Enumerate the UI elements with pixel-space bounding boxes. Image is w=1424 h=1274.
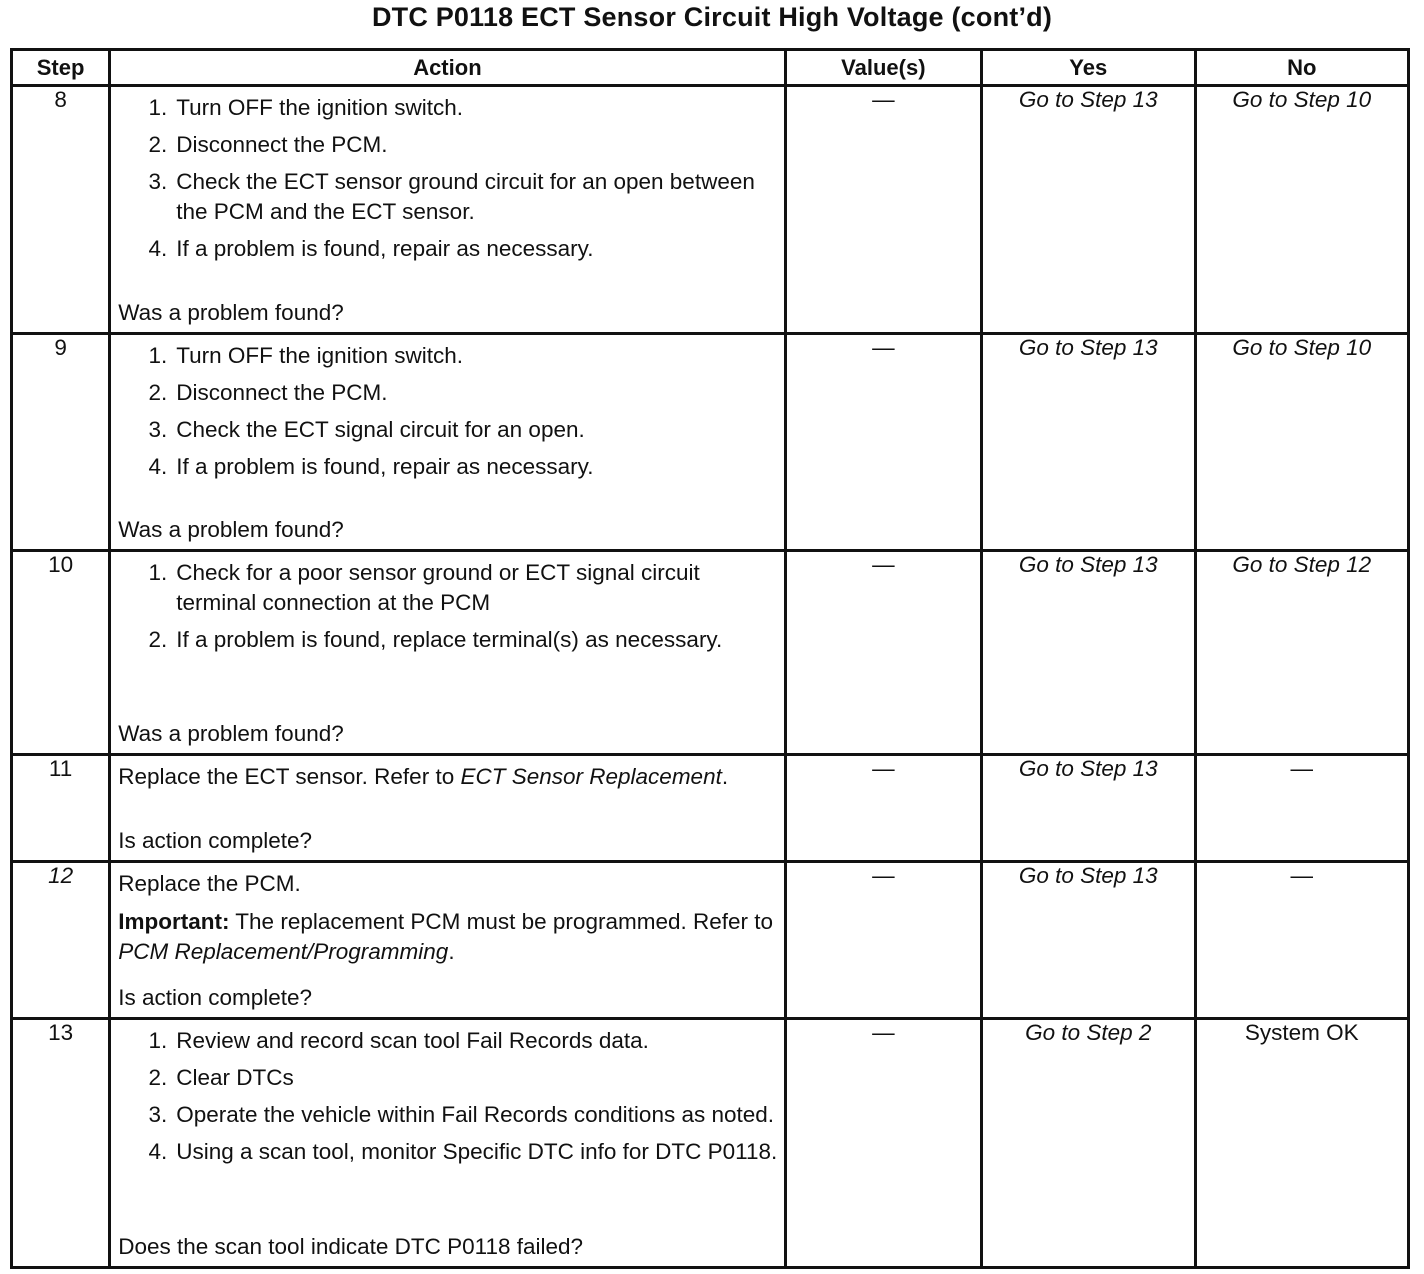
step-number: 13 (12, 1019, 110, 1268)
manual-reference-link[interactable]: ECT Sensor Replacement (460, 764, 722, 789)
list-item: 4. If a problem is found, repair as necessary. (148, 454, 594, 479)
action-cell (110, 1019, 785, 1268)
action-text: Replace the PCM. (118, 871, 301, 896)
list-item: 1. Turn OFF the ignition switch. (148, 95, 463, 120)
table-row (12, 755, 1409, 862)
action-cell (110, 86, 785, 334)
table-row (12, 334, 1409, 551)
table-row (12, 551, 1409, 755)
list-item: 1. Review and record scan tool Fail Records data. (148, 1028, 649, 1053)
action-text: Replace the ECT sensor. Refer to ECT Sensor Replacement. (118, 764, 729, 789)
yes-link[interactable]: Go to Step 13 (982, 86, 1195, 334)
value-cell: — (785, 86, 981, 334)
question-text: Was a problem found? (118, 721, 344, 746)
list-item: 2. If a problem is found, replace terminal(s) as necessary. (148, 627, 723, 652)
list-item: 1. Turn OFF the ignition switch. (148, 343, 463, 368)
header-no: No (1195, 50, 1409, 86)
step-number: 8 (12, 86, 110, 334)
list-item: 2. Disconnect the PCM. (148, 380, 388, 405)
list-item: 2. Disconnect the PCM. (148, 132, 388, 157)
no-result: System OK (1195, 1019, 1409, 1268)
action-cell (110, 334, 785, 551)
value-cell: — (785, 334, 981, 551)
yes-link[interactable]: Go to Step 13 (982, 755, 1195, 862)
no-link[interactable]: Go to Step 10 (1195, 334, 1409, 551)
list-item: 3. Check the ECT sensor ground circuit for an open between the PCM and the ECT sensor. (148, 169, 755, 224)
action-cell (110, 551, 785, 755)
list-item: 4. Using a scan tool, monitor Specific DTC info for DTC P0118. (148, 1139, 778, 1164)
manual-reference-link[interactable]: PCM Replacement/Programming (118, 939, 449, 964)
page-title: DTC P0118 ECT Sensor Circuit High Voltage (cont’d) (371, 2, 1053, 32)
header-values: Value(s) (785, 50, 981, 86)
action-cell (110, 755, 785, 862)
list-item: 4. If a problem is found, repair as necessary. (148, 236, 594, 261)
question-text: Does the scan tool indicate DTC P0118 failed? (118, 1234, 584, 1259)
list-item: 3. Check the ECT signal circuit for an open. (148, 417, 585, 442)
question-text: Was a problem found? (118, 517, 344, 542)
yes-link[interactable]: Go to Step 13 (982, 334, 1195, 551)
step-number: 12 (12, 862, 110, 1019)
table-row (12, 86, 1409, 334)
step-number: 10 (12, 551, 110, 755)
value-cell: — (785, 1019, 981, 1268)
list-item: 3. Operate the vehicle within Fail Records conditions as noted. (148, 1102, 775, 1127)
yes-link[interactable]: Go to Step 13 (982, 862, 1195, 1019)
table-row (12, 1019, 1409, 1268)
yes-link[interactable]: Go to Step 13 (982, 551, 1195, 755)
table-row (12, 862, 1409, 1019)
step-number: 11 (12, 755, 110, 862)
question-text: Is action complete? (118, 828, 313, 853)
question-text: Is action complete? (118, 985, 313, 1010)
header-step: Step (12, 50, 110, 86)
list-item: 1. Check for a poor sensor ground or ECT signal circuit terminal connection at the PCM (148, 560, 700, 615)
important-note: Important: The replacement PCM must be programmed. Refer to PCM Replacement/Programming. (118, 909, 774, 964)
no-link[interactable]: Go to Step 10 (1195, 86, 1409, 334)
question-text: Was a problem found? (118, 300, 344, 325)
action-cell (110, 862, 785, 1019)
list-item: 2. Clear DTCs (148, 1065, 294, 1090)
yes-link[interactable]: Go to Step 2 (982, 1019, 1195, 1268)
no-link[interactable]: Go to Step 12 (1195, 551, 1409, 755)
step-number: 9 (12, 334, 110, 551)
value-cell: — (785, 551, 981, 755)
value-cell: — (785, 755, 981, 862)
value-cell: — (785, 862, 981, 1019)
no-cell: — (1195, 862, 1409, 1019)
header-row (12, 50, 1409, 86)
header-yes: Yes (982, 50, 1195, 86)
diagnostic-table (10, 48, 1410, 1269)
no-cell: — (1195, 755, 1409, 862)
header-action: Action (110, 50, 785, 86)
